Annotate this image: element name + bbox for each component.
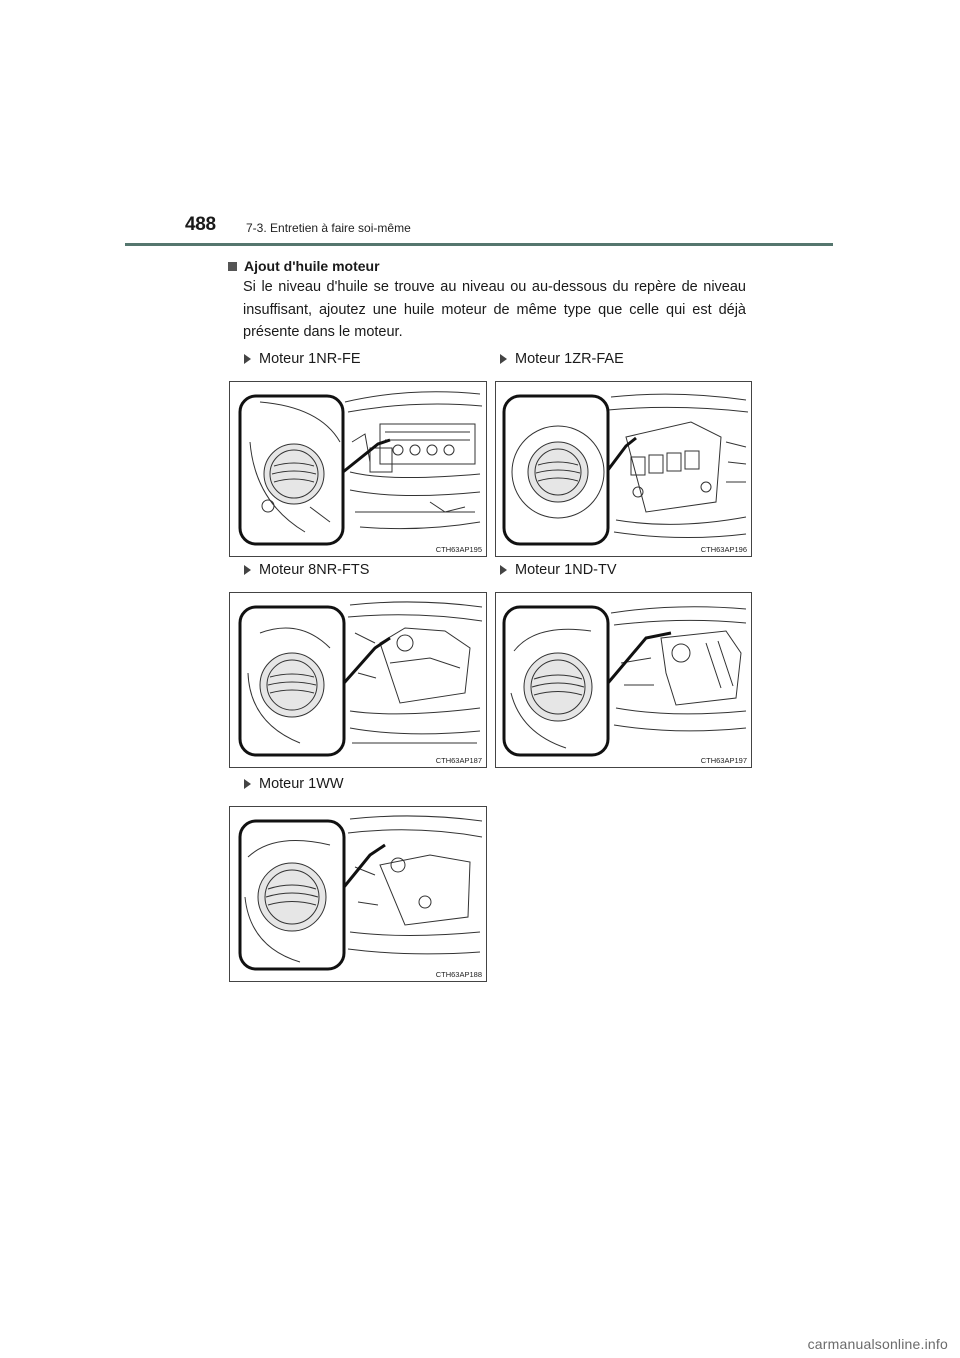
engine-label-8nr-fts: Moteur 8NR-FTS xyxy=(244,562,369,578)
triangle-bullet-icon xyxy=(500,565,507,575)
square-bullet-icon xyxy=(228,262,237,271)
figure-1zr-fae xyxy=(495,381,752,557)
triangle-bullet-icon xyxy=(500,354,507,364)
engine-label-1zr-fae: Moteur 1ZR-FAE xyxy=(500,351,624,367)
figure-code: CTH63AP197 xyxy=(700,756,747,765)
section-label: 7-3. Entretien à faire soi-même xyxy=(246,221,411,235)
header-rule xyxy=(125,243,833,246)
section-heading-text: Ajout d'huile moteur xyxy=(244,258,380,274)
engine-illustration-1nr-fe xyxy=(230,382,486,556)
engine-label-1nd-tv: Moteur 1ND-TV xyxy=(500,562,617,578)
engine-illustration-1nd-tv xyxy=(496,593,751,767)
triangle-bullet-icon xyxy=(244,565,251,575)
page-number: 488 xyxy=(185,214,216,235)
figure-code: CTH63AP196 xyxy=(700,545,747,554)
figure-code: CTH63AP187 xyxy=(435,756,482,765)
triangle-bullet-icon xyxy=(244,779,251,789)
figure-1nd-tv xyxy=(495,592,752,768)
figure-code: CTH63AP188 xyxy=(435,970,482,979)
section-heading xyxy=(228,258,380,274)
figure-1ww xyxy=(229,806,487,982)
triangle-bullet-icon xyxy=(244,354,251,364)
engine-illustration-1ww xyxy=(230,807,486,981)
figure-code: CTH63AP195 xyxy=(435,545,482,554)
engine-illustration-8nr-fts xyxy=(230,593,486,767)
engine-label-1ww: Moteur 1WW xyxy=(244,776,344,792)
body-paragraph: Si le niveau d'huile se trouve au niveau ou au-dessous du repère de niveau insuffisant, ajoutez une huile moteur de même type que celle qui est déjà présente dans le moteur. xyxy=(243,279,746,340)
figure-1nr-fe xyxy=(229,381,487,557)
watermark-logo: carmanualsonline.info xyxy=(807,1336,948,1352)
engine-label-1nr-fe: Moteur 1NR-FE xyxy=(244,351,361,367)
figure-8nr-fts xyxy=(229,592,487,768)
engine-illustration-1zr-fae xyxy=(496,382,751,556)
